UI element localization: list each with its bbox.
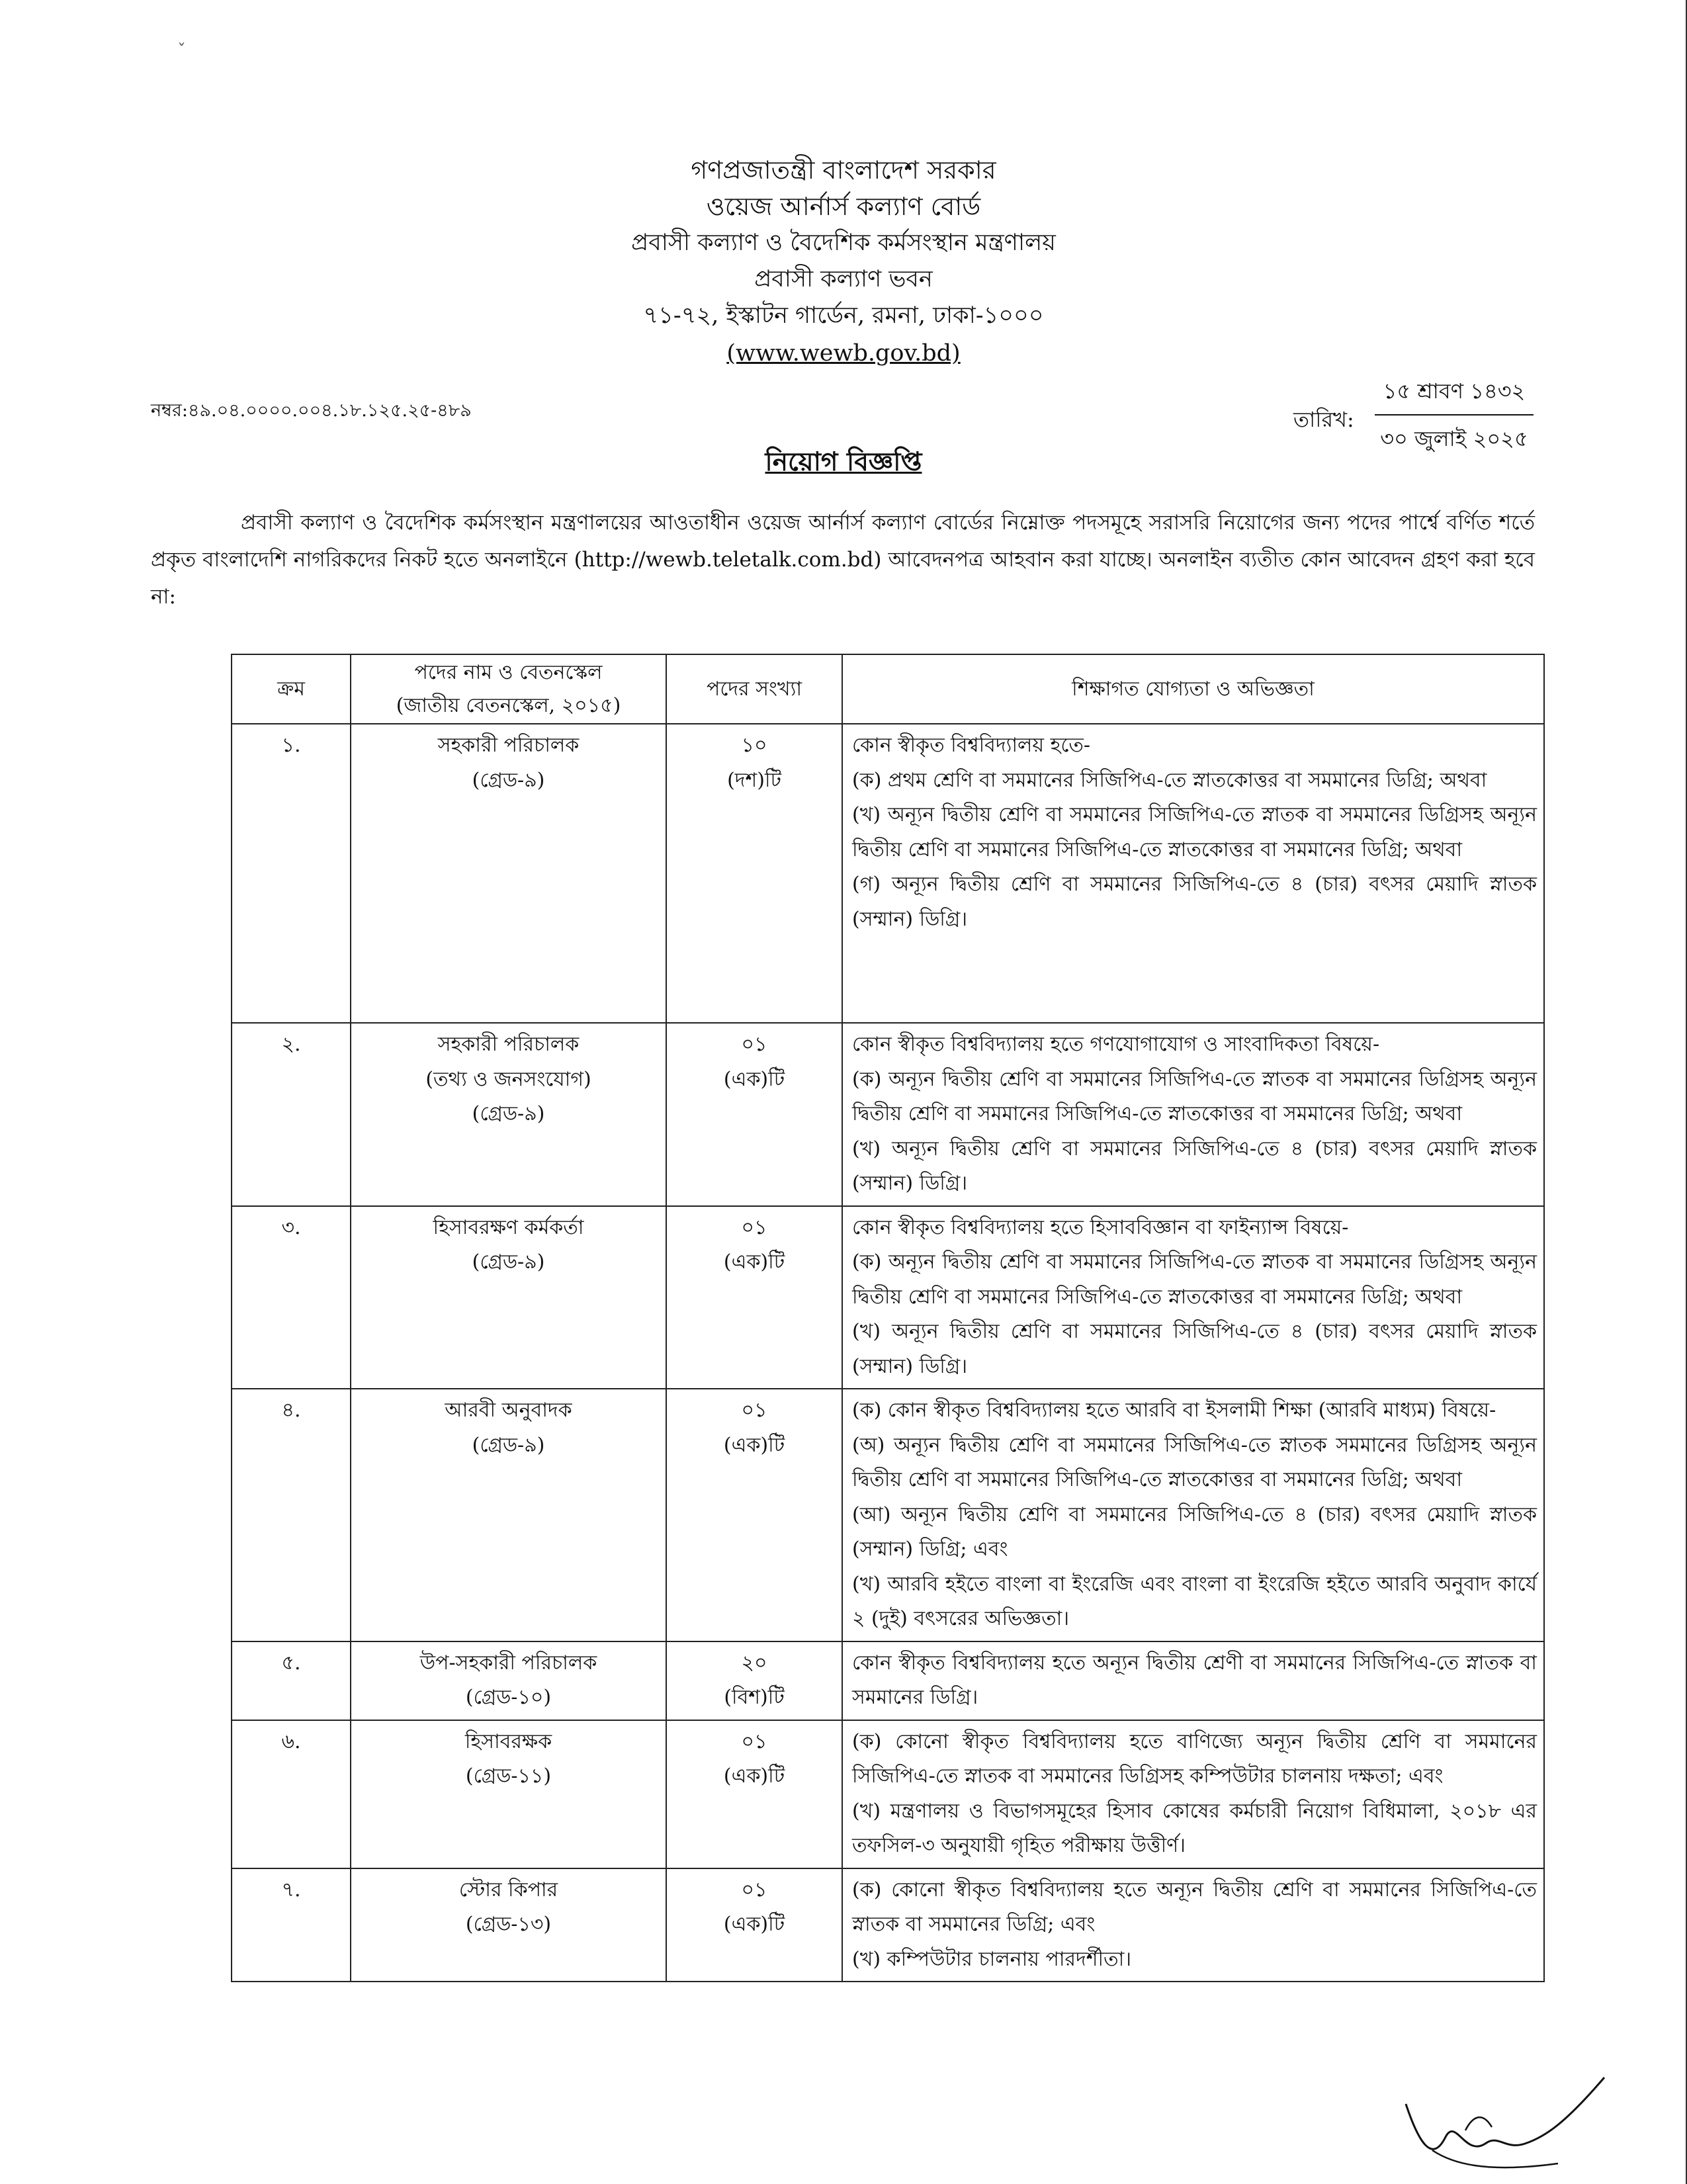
qualification-item: (ক) কোন স্বীকৃত বিশ্ববিদ্যালয় হতে আরবি বা ইসলামী শিক্ষা (আরবি মাধ্যম) বিষয়ে- (852, 1399, 1496, 1422)
intro-paragraph: প্রবাসী কল্যাণ ও বৈদেশিক কর্মসংস্থান মন্ত্রণালয়ের আওতাধীন ওয়েজ আর্নার্স কল্যাণ বোর্ডের নিম্নোক্ত পদসমূহে সরাসরি নিয়োগের জন্য পদের পার্শ্বে বর্ণিত শর্তে প্রকৃত বাংলাদেশি নাগরিকদের নিকট হতে অনলাইনে (http://wewb.teletalk.com.bd) আবেদনপত্র আহবান করা যাচ্ছে। অনলাইন ব্যতীত কোন আবেদন গ্রহণ করা হবে না: (151, 511, 1535, 609)
qualification-item: (খ) অন্যূন দ্বিতীয় শ্রেণি বা সমমানের সিজিপিএ-তে স্নাতক বা সমমানের ডিগ্রিসহ অন্যূন দ্বিতীয় শ্রেণি বা সমমানের সিজিপিএ-তে স্নাতকোত্তর বা সমমানের ডিগ্রি; অথবা (852, 803, 1537, 861)
header-post-line2: (জাতীয় বেতনস্কেল, ২০১৫) (396, 693, 621, 717)
count-words: (দশ)টি (727, 768, 781, 792)
count-words: (এক)টি (723, 1765, 785, 1788)
count-words: (বিশ)টি (724, 1686, 785, 1709)
row-serial: ৬. (232, 1720, 351, 1868)
qualification-item: (ক) প্রথম শ্রেণি বা সমমানের সিজিপিএ-তে স্নাতকোত্তর বা সমমানের ডিগ্রি; অথবা (852, 768, 1487, 792)
date-bangla: ১৫ শ্রাবণ ১৪৩২ (1375, 374, 1534, 415)
row-serial: ৫. (232, 1641, 351, 1720)
row-qualification (842, 1868, 1544, 1982)
row-post (351, 1023, 666, 1206)
row-count (666, 1023, 842, 1206)
post-grade: (গ্রেড-৯) (472, 768, 545, 792)
date-gregorian: ৩০ জুলাই ২০২৫ (1380, 426, 1528, 451)
count-number: ১০ (741, 734, 767, 757)
table-row (232, 1023, 1544, 1206)
post-name: আরবী অনুবাদক (445, 1399, 572, 1422)
row-serial: ৭. (232, 1868, 351, 1982)
post-grade: (গ্রেড-১০) (465, 1686, 552, 1709)
header-qualification: শিক্ষাগত যোগ্যতা ও অভিজ্ঞতা (842, 654, 1544, 724)
row-qualification (842, 1023, 1544, 1206)
qualification-item: (খ) আরবি হইতে বাংলা বা ইংরেজি এবং বাংলা বা ইংরেজি হইতে আরবি অনুবাদ কার্যে ২ (দুই) বৎসরের অভিজ্ঞতা। (852, 1572, 1537, 1630)
website[interactable] (0, 335, 1687, 372)
post-name: উপ-সহকারী পরিচালক (419, 1651, 597, 1675)
row-count (666, 1206, 842, 1389)
qualification-item: (ক) কোনো স্বীকৃত বিশ্ববিদ্যালয় হতে বাণিজ্যে অন্যূন দ্বিতীয় শ্রেণি বা সমমানের সিজিপিএ-তে স্নাতক বা সমমানের ডিগ্রিসহ কম্পিউটার চালনায় দক্ষতা; এবং (852, 1729, 1537, 1788)
qualification-item: (আ) অন্যূন দ্বিতীয় শ্রেণি বা সমমানের সিজিপিএ-তে ৪ (চার) বৎসর মেয়াদি স্নাতক (সম্মান) ডিগ্রি; এবং (852, 1503, 1537, 1561)
table-header-row (232, 654, 1544, 724)
govt-name: গণপ্রজাতন্ত্রী বাংলাদেশ সরকার (691, 155, 996, 185)
qualification-item: (খ) মন্ত্রণালয় ও বিভাগসমূহের হিসাব কোষের কর্মচারী নিয়োগ বিধিমালা, ২০১৮ এর তফসিল-৩ অনুযায়ী গৃহিত পরীক্ষায় উত্তীর্ণ। (852, 1799, 1537, 1857)
post-grade: (গ্রেড-৯) (472, 1250, 545, 1274)
post-name: হিসাবরক্ষণ কর্মকর্তা (433, 1215, 584, 1239)
count-words: (এক)টি (723, 1913, 785, 1936)
table-row (232, 1868, 1544, 1982)
count-number: ০১ (741, 1033, 767, 1056)
count-number: ২০ (741, 1651, 767, 1675)
row-post (351, 1868, 666, 1982)
qualification-item: কোন স্বীকৃত বিশ্ববিদ্যালয় হতে- (852, 734, 1091, 757)
row-qualification (842, 1389, 1544, 1641)
post-grade: (গ্রেড-৯) (472, 1433, 545, 1457)
table-row (232, 1641, 1544, 1720)
row-post (351, 724, 666, 1023)
header-post (351, 654, 666, 724)
row-serial: ১. (232, 724, 351, 1023)
row-qualification (842, 724, 1544, 1023)
post-name: সহকারী পরিচালক (437, 734, 580, 757)
qualification-item: কোন স্বীকৃত বিশ্ববিদ্যালয় হতে অন্যূন দ্বিতীয় শ্রেণী বা সমমানের সিজিপিএ-তে স্নাতক বা সমমানের ডিগ্রি। (852, 1651, 1537, 1709)
row-post (351, 1389, 666, 1641)
row-count (666, 1389, 842, 1641)
post-grade: (গ্রেড-১৩) (465, 1913, 552, 1936)
letterhead (0, 152, 1687, 372)
board-name: ওয়েজ আর্নার্স কল্যাণ বোর্ড (706, 192, 981, 221)
row-count (666, 1641, 842, 1720)
row-qualification (842, 1720, 1544, 1868)
notice-title (0, 442, 1687, 485)
qualification-item: কোন স্বীকৃত বিশ্ববিদ্যালয় হতে গণযোগাযোগ ও সাংবাদিকতা বিষয়ে- (852, 1033, 1380, 1056)
row-qualification (842, 1206, 1544, 1389)
date-label: তারিখ: (1293, 407, 1354, 432)
post-subtitle: (তথ্য ও জনসংযোগ) (425, 1067, 591, 1091)
count-words: (এক)টি (723, 1250, 785, 1274)
post-name: হিসাবরক্ষক (464, 1729, 552, 1753)
table-row (232, 1206, 1544, 1389)
header-post-line1: পদের নাম ও বেতনস্কেল (414, 660, 603, 684)
row-post (351, 1641, 666, 1720)
post-grade: (গ্রেড-১১) (465, 1765, 552, 1788)
qualification-item: (খ) অন্যূন দ্বিতীয় শ্রেণি বা সমমানের সিজিপিএ-তে ৪ (চার) বৎসর মেয়াদি স্নাতক (সম্মান) ডিগ্রি। (852, 1137, 1537, 1195)
count-words: (এক)টি (723, 1067, 785, 1091)
header-count: পদের সংখ্যা (666, 654, 842, 724)
qualification-item: (ক) কোনো স্বীকৃত বিশ্ববিদ্যালয় হতে অন্যূন দ্বিতীয় শ্রেণি বা সমমানের সিজিপিএ-তে স্নাতক বা সমমানের ডিগ্রি; এবং (852, 1878, 1537, 1936)
row-qualification (842, 1641, 1544, 1720)
address: ৭১-৭২, ইস্কাটন গার্ডেন, রমনা, ঢাকা-১০০০ (643, 302, 1044, 329)
qualification-item: কোন স্বীকৃত বিশ্ববিদ্যালয় হতে হিসাববিজ্ঞান বা ফাইন্যান্স বিষয়ে- (852, 1215, 1349, 1239)
table-row (232, 724, 1544, 1023)
notice-title-text: নিয়োগ বিজ্ঞপ্তি (765, 447, 922, 477)
posts-table (231, 654, 1545, 1982)
ministry-name: প্রবাসী কল্যাণ ও বৈদেশিক কর্মসংস্থান মন্ত্রণালয় (631, 230, 1056, 256)
qualification-item: (খ) অন্যূন দ্বিতীয় শ্রেণি বা সমমানের সিজিপিএ-তে ৪ (চার) বৎসর মেয়াদি স্নাতক (সম্মান) ডিগ্রি। (852, 1320, 1537, 1378)
qualification-item: (খ) কম্পিউটার চালনায় পারদর্শীতা। (852, 1947, 1132, 1971)
post-name: স্টোর কিপার (458, 1878, 558, 1901)
row-serial: ৩. (232, 1206, 351, 1389)
count-number: ০১ (741, 1399, 767, 1422)
post-name: সহকারী পরিচালক (437, 1033, 580, 1056)
memo-number: নম্বর:৪৯.০৪.০০০০.০০৪.১৮.১২৫.২৫-৪৮৯ (151, 400, 472, 421)
row-post (351, 1720, 666, 1868)
row-post (351, 1206, 666, 1389)
qualification-item: (গ) অন্যূন দ্বিতীয় শ্রেণি বা সমমানের সিজিপিএ-তে ৪ (চার) বৎসর মেয়াদি স্নাতক (সম্মান) ডিগ্রি। (852, 873, 1537, 931)
handwritten-signature (1393, 2064, 1611, 2177)
row-count (666, 1720, 842, 1868)
count-number: ০১ (741, 1729, 767, 1753)
qualification-item: (ক) অন্যূন দ্বিতীয় শ্রেণি বা সমমানের সিজিপিএ-তে স্নাতক বা সমমানের ডিগ্রিসহ অন্যূন দ্বিতীয় শ্রেণি বা সমমানের সিজিপিএ-তে স্নাতকোত্তর বা সমমানের ডিগ্রি; অথবা (852, 1067, 1537, 1125)
count-number: ০১ (741, 1215, 767, 1239)
count-words: (এক)টি (723, 1433, 785, 1457)
table-row (232, 1720, 1544, 1868)
building-name: প্রবাসী কল্যাণ ভবন (754, 266, 933, 292)
table-row (232, 1389, 1544, 1641)
row-count (666, 1868, 842, 1982)
row-count (666, 724, 842, 1023)
row-serial: ২. (232, 1023, 351, 1206)
qualification-item: (অ) অন্যূন দ্বিতীয় শ্রেণি বা সমমানের সিজিপিএ-তে স্নাতক সমমানের ডিগ্রিসহ অন্যূন দ্বিতীয় শ্রেণি বা সমমানের সিজিপিএ-তে স্নাতকোত্তর বা সমমানের ডিগ্রি; অথবা (852, 1433, 1537, 1491)
row-serial: ৪. (232, 1389, 351, 1641)
count-number: ০১ (741, 1878, 767, 1901)
website-link[interactable]: (www.wewb.gov.bd) (726, 340, 961, 367)
post-grade: (গ্রেড-৯) (472, 1102, 545, 1125)
header-serial: ক্রম (232, 654, 351, 724)
pen-mark: ˇ (177, 41, 186, 61)
qualification-item: (ক) অন্যূন দ্বিতীয় শ্রেণি বা সমমানের সিজিপিএ-তে স্নাতক বা সমমানের ডিগ্রিসহ অন্যূন দ্বিতীয় শ্রেণি বা সমমানের সিজিপিএ-তে স্নাতকোত্তর বা সমমানের ডিগ্রি; অথবা (852, 1250, 1537, 1309)
